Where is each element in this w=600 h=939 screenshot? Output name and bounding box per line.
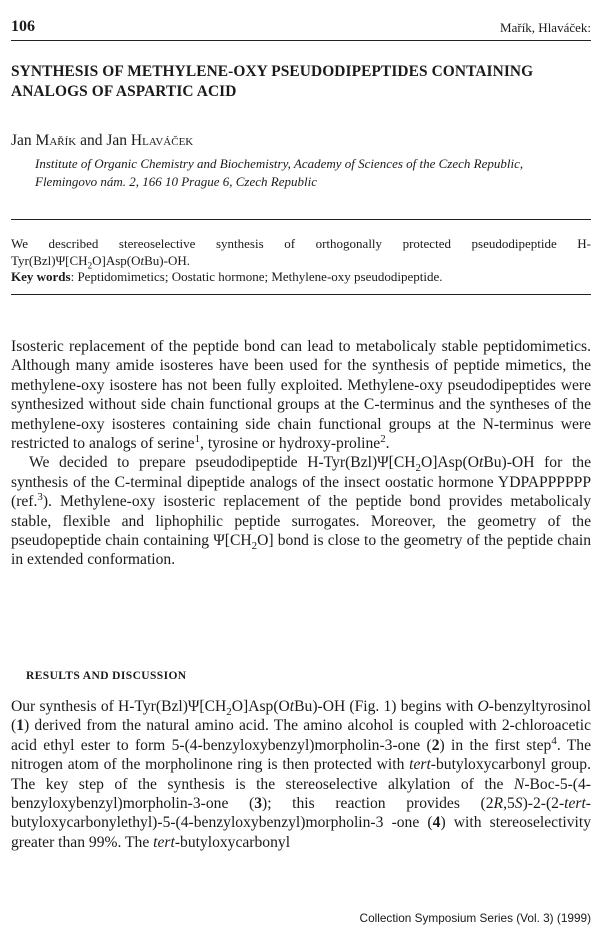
running-head: Mařík, Hlaváček: bbox=[500, 20, 591, 35]
section-heading: RESULTS AND DISCUSSION bbox=[26, 670, 187, 682]
intro-section bbox=[11, 337, 591, 570]
article-title: SYNTHESIS OF METHYLENE-OXY PSEUDODIPEPTIDES CONTAINING ANALOGS OF ASPARTIC ACID bbox=[11, 63, 534, 100]
page-header bbox=[11, 12, 591, 41]
abstract bbox=[11, 236, 591, 286]
footer-citation: Collection Symposium Series (Vol. 3) (1999) bbox=[359, 911, 591, 925]
keywords: Key words: Peptidomimetics; Oostatic hormone; Methylene-oxy pseudodipeptide. bbox=[11, 269, 443, 284]
results-section bbox=[11, 697, 591, 852]
intro-paragraph-2: We decided to prepare pseudodipeptide $H-Tyr(Bzl)\Psi[CH_2O]Asp(OtBu)-OH$ for the synthesis of the C-terminal dipeptide analogs of the insect oostatic hormone YDPAPPPPPP (ref.$^3$). Methylene-oxy isosteric replacement of the peptide bond provides metabolicaly stable, flexible and liphophilic peptide surrogates. Moreover, the geometry of the pseudopeptide chain containing $\Psi[CH_2O]$ bond is close to the geometry of the peptide chain in extended conformation. bbox=[11, 454, 591, 569]
page-number: 106 bbox=[11, 18, 35, 35]
affiliation: Institute of Organic Chemistry and Biochemistry, Academy of Sciences of the Czech Republic, Flemingovo nám. 2, 166 10 Prague 6, Czech Republic bbox=[35, 156, 524, 189]
abstract-text: We described stereoselective synthesis of orthogonally protected pseudodipeptide $H-Tyr(Bzl)\Psi[CH_2O]Asp(OtBu)-OH$. bbox=[11, 236, 591, 271]
intro-paragraph-1: Isosteric replacement of the peptide bond can lead to metabolicaly stable peptidomimetics. Although many amide isosteres have been used for the synthesis of peptide mimetics, the methylene-oxy isostere has not been fully exploited. Methylene-oxy pseudodipeptides were synthesized without side chain functional groups at the C-terminus and the syntheses of the methylene-oxy isosteres containing side chain functional groups at the N-terminus were restricted to analogs of serine$^1$, tyrosine or hydroxy-proline$^2$. bbox=[11, 338, 591, 453]
rule-top bbox=[11, 219, 591, 220]
results-paragraph: Our synthesis of $H-Tyr(Bzl)\Psi[CH_2O]Asp(OtBu)-OH$ (Fig. 1) begins with O-benzyltyrosinol (1) derived from the natural amino acid. The amino alcohol is coupled with 2-chloroacetic acid ethyl ester to form 5-(4-benzyloxybenzyl)morpholin-3-one (2) in the first step$^4$. The nitrogen atom of the morpholinone ring is then protected with tert-butyloxycarbonyl group. The key step of the synthesis is the stereoselective alkylation of the N-Boc-5-(4-benzyloxybenzyl)morpholin-3-one (3); this reaction provides (2R,5S)-2-(2-tert-butyloxycarbonylethyl)-5-(4-benzyloxybenzyl)morpholin-3 -one (4) with stereoselectivity greater than 99%. The tert-butyloxycarbonyl bbox=[11, 698, 592, 851]
authors: Jan Mařík and Jan Hlaváček bbox=[11, 132, 194, 149]
rule-bottom bbox=[11, 294, 591, 295]
